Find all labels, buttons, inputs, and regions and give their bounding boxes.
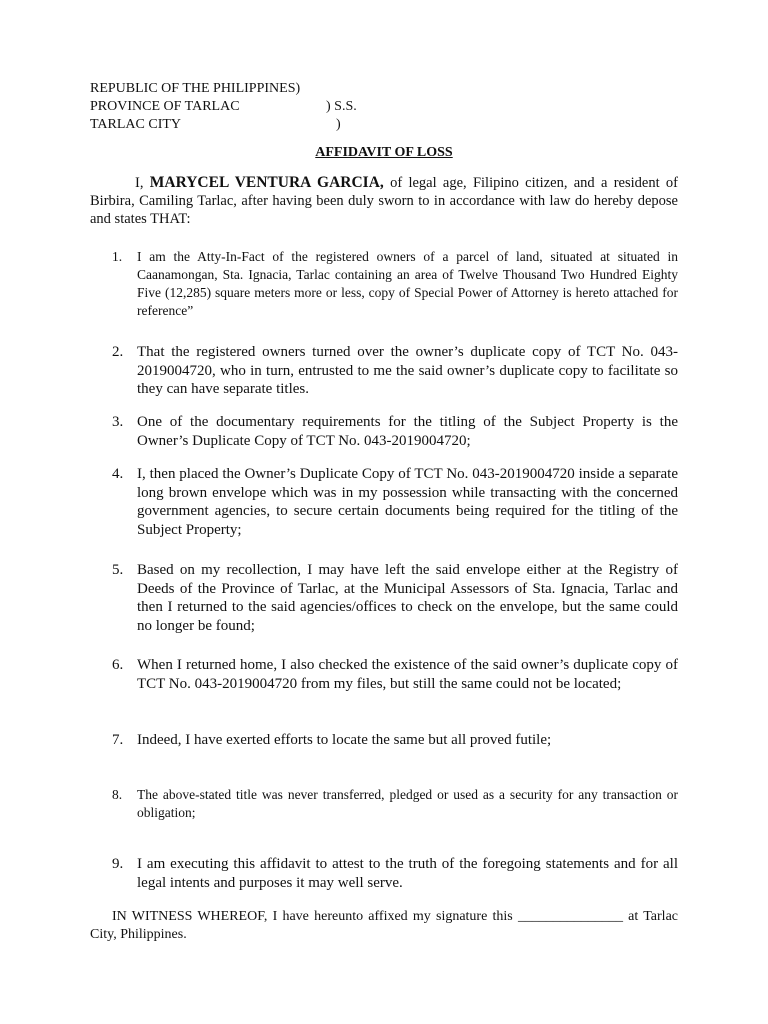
list-item <box>112 786 678 822</box>
list-item <box>112 855 678 892</box>
list-item <box>112 413 678 450</box>
venue-block <box>90 80 357 134</box>
item-number: 1. <box>112 249 123 264</box>
item-text: I am executing this affidavit to attest to the truth of the foregoing statements and for all legal intents and purposes it may well serve. <box>137 856 678 891</box>
item-text: One of the documentary requirements for the titling of the Subject Property is the Owner’s Duplicate Copy of TCT No. 043-2019004720; <box>137 414 678 449</box>
venue-paren: ) <box>336 117 341 132</box>
item-number: 7. <box>112 732 124 748</box>
item-text: Indeed, I have exerted efforts to locate the same but all proved futile; <box>137 732 552 748</box>
venue-line-province <box>90 98 357 116</box>
item-text: I am the Atty-In-Fact of the registered owners of a parcel of land, situated at situated in Caanamongan, Sta. Ignacia, Tarlac containing an area of Twelve Thousand Two Hundred Eighty Five (12,285) square meters more or less, copy of Special Power of Attorney is hereto attached for reference” <box>137 249 678 318</box>
item-number: 6. <box>112 657 124 673</box>
venue-line-city <box>90 116 341 134</box>
item-number: 5. <box>112 562 124 578</box>
venue-city: TARLAC CITY <box>90 117 182 132</box>
intro-paragraph <box>90 174 678 228</box>
list-item <box>112 343 678 399</box>
list-item <box>112 731 678 750</box>
list-item <box>112 465 678 539</box>
affiant-name: MARYCEL VENTURA GARCIA, <box>149 174 384 191</box>
venue-line-republic: REPUBLIC OF THE PHILIPPINES) <box>90 81 301 96</box>
item-text: I, then placed the Owner’s Duplicate Copy of TCT No. 043-2019004720 inside a separate long brown envelope which was in my possession while transacting with the concerned government agencies, to secure certain documents being required for the titling of the Subject Property; <box>137 466 678 538</box>
item-text: Based on my recollection, I may have left the said envelope either at the Registry of Deeds of the Province of Tarlac, at the Municipal Assessors of Sta. Ignacia, Tarlac and then I returned to the said agencies/offices to check on the envelope, but the same could no longer be found; <box>137 562 678 634</box>
venue-ss: ) S.S. <box>326 99 357 114</box>
item-number: 4. <box>112 466 124 482</box>
item-number: 3. <box>112 414 124 430</box>
item-text: The above-stated title was never transferred, pledged or used as a security for any transaction or obligation; <box>137 787 678 820</box>
item-text: When I returned home, I also checked the existence of the said owner’s duplicate copy of TCT No. 043-2019004720 from my files, but still the same could not be located; <box>137 657 678 692</box>
item-text: That the registered owners turned over the owner’s duplicate copy of TCT No. 043-2019004720, who in turn, entrusted to me the said owner’s duplicate copy to facilitate so they can have separate titles. <box>137 344 678 397</box>
list-item <box>112 561 678 635</box>
item-number: 9. <box>112 856 124 872</box>
venue-province: PROVINCE OF TARLAC <box>90 99 240 114</box>
witness-clause: IN WITNESS WHEREOF, I have hereunto affixed my signature this _______________ at Tarlac City, Philippines. <box>90 909 678 942</box>
item-number: 8. <box>112 787 123 802</box>
document-title: AFFIDAVIT OF LOSS <box>315 145 453 160</box>
intro-prefix: I, <box>135 175 150 191</box>
list-item <box>112 656 678 693</box>
item-number: 2. <box>112 344 124 360</box>
intro-text: of legal age, Filipino citizen, and a resident of Birbira, Camiling Tarlac, after having been duly sworn to in accordance with law do hereby depose and states THAT: <box>90 175 678 227</box>
list-item <box>112 248 678 320</box>
